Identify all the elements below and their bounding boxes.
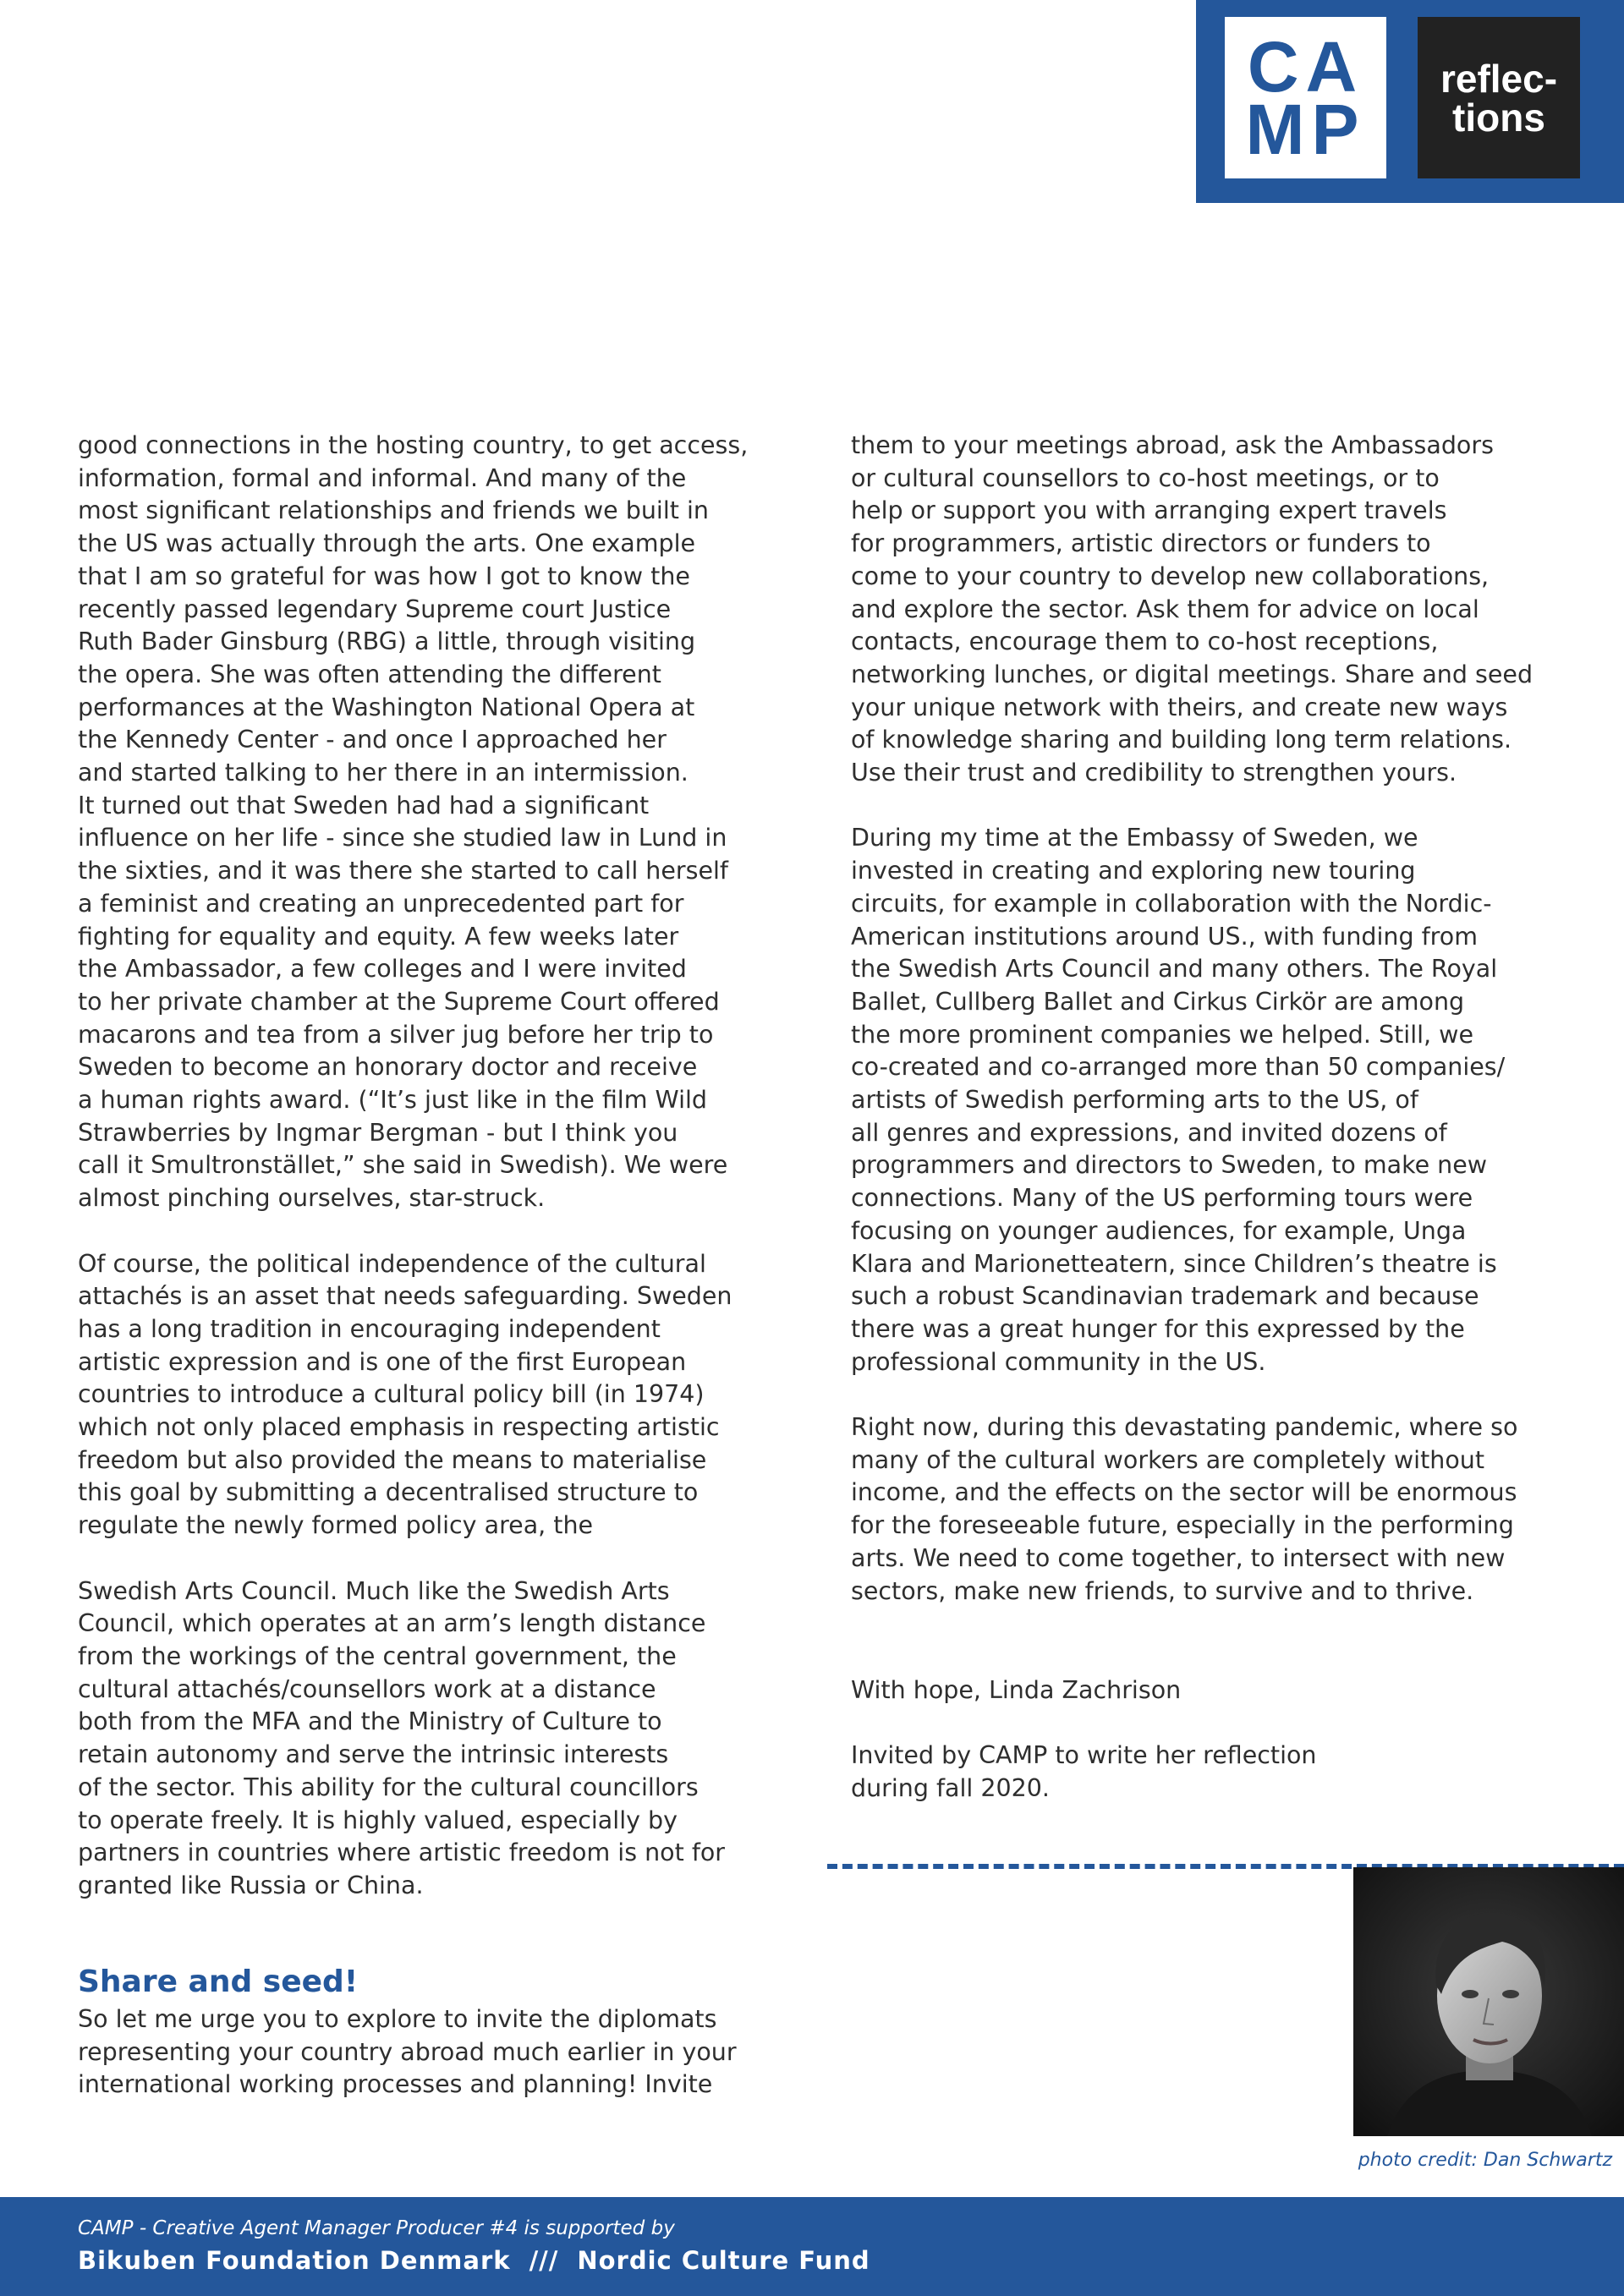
camp-logo-line1: CA — [1247, 26, 1364, 107]
camp-logo-line2: MP — [1245, 89, 1366, 169]
body-paragraph: them to your meetings abroad, ask the Ambassadors or cultural counsellors to co-host meetings, or to help or support you with arranging expert travels for programmers, artistic directors or funders to come to your country to develop new collaborations, and explore the sector. Ask them for advice on local contacts, encourage them to co-host receptions, networking lunches, or digital meetings. Share and seed your unique network with theirs, and create new ways of knowledge sharing and building long term relations. Use their trust and credibility to strengthen yours. — [851, 431, 1533, 787]
footer-supported-by: CAMP - Creative Agent Manager Producer #4 is supported by — [78, 2217, 675, 2239]
footer — [0, 2197, 1624, 2296]
signoff — [851, 1674, 1561, 1838]
right-column — [851, 430, 1561, 1641]
camp-reflections-logo — [1196, 0, 1624, 203]
body-paragraph: Swedish Arts Council. Much like the Swedish Arts Council, which operates at an arm’s length distance from the workings of the central government, the cultural attachés/counsellors work at a distance both from the MFA and the Ministry of Culture to retain autonomy and serve the intrinsic interests of the sector. This ability for the cultural councillors to operate freely. It is highly valued, especially by partners in countries where artistic freedom is not for granted like Russia or China. — [78, 1576, 726, 1899]
signoff-invited: Invited by CAMP to write her reflection during fall 2020. — [851, 1741, 1317, 1803]
reflections-logo-mark — [1418, 17, 1580, 178]
body-paragraph: Of course, the political independence of the cultural attachés is an asset that needs safeguarding. Sweden has a long tradition in encouraging independent artistic expression and is one of the first European countries to introduce a cultural policy bill (in 1974) which not only placed emphasis in respecting artistic freedom but also provided the means to materialise this goal by submitting a decentralised structure to regulate the newly formed policy area, the — [78, 1249, 732, 1540]
footer-sponsor-nordic: Nordic Culture Fund — [577, 2246, 870, 2275]
photo-credit: photo credit: Dan Schwartz — [1358, 2150, 1612, 2171]
footer-separator: /// — [529, 2246, 559, 2275]
portrait-illustration — [1353, 1867, 1624, 2136]
camp-logo-mark — [1225, 17, 1386, 178]
share-and-seed-text: So let me urge you to explore to invite the diplomats representing your country abroad much earlier in your international working processes and planning! Invite — [78, 2005, 737, 2099]
body-paragraph: Right now, during this devastating pandemic, where so many of the cultural workers are completely without income, and the effects on the sector will be enormous for the foreseeable future, especially in the performing arts. We need to come together, to intersect with new sectors, make new friends, to survive and to thrive. — [851, 1413, 1518, 1605]
body-paragraph: During my time at the Embassy of Sweden, we invested in creating and exploring new touring circuits, for example in collaboration with the Nordic- American institutions around US., with funding from the Swedish Arts Council and many others. The Royal Ballet, Cullberg Ballet and Cirkus Cirkör are among the more prominent companies we helped. Still, we co-created and co-arranged more than 50 companies/ artists of Swedish performing arts to the US, of all genres and expressions, and invited dozens of programmers and directors to Sweden, to make new connections. Many of the US performing tours were focusing on younger audiences, for example, Unga Klara and Marionetteatern, since Children’s theatre is such a robust Scandinavian trademark and because there was a great hunger for this expressed by the professional community in the US. — [851, 824, 1506, 1376]
signoff-closing: With hope, Linda Zachrison — [851, 1676, 1182, 1704]
body-paragraph: good connections in the hosting country, to get access, information, formal and informal. And many of the most significant relationships and friends we built in the US was actually through the arts. One example that I am so grateful for was how I got to know the recently passed legendary Supreme court Justice Ruth Bader Ginsburg (RBG) a little, through visiting the opera. She was often attending the different performances at the Washington National Opera at the Kennedy Center - and once I approached her and started talking to her there in an intermission. It turned out that Sweden had had a significant influence on her life - since she studied law in Lund in the sixties, and it was there she started to call herself a feminist and creating an unprecedented part for fighting for equality and equity. A few weeks later the Ambassador, a few colleges and I were invited to her private chamber at the Supreme Court offered macarons and tea from a silver jug before her trip to Sweden to become an honorary doctor and receive a human rights award. (“It’s just like in the film Wild Strawberries by Ingmar Bergman - but I think you call it Smultronstället,” she said in Swedish). We were almost pinching ourselves, star-struck. — [78, 431, 749, 1213]
author-portrait — [1353, 1867, 1624, 2136]
reflections-logo-line1: reflec- — [1440, 56, 1558, 101]
footer-sponsors — [78, 2246, 870, 2275]
footer-sponsor-bikuben: Bikuben Foundation Denmark — [78, 2246, 511, 2275]
reflections-logo-line2: tions — [1452, 95, 1545, 140]
share-and-seed-heading: Share and seed! — [78, 1964, 359, 1999]
left-column — [78, 430, 780, 1935]
